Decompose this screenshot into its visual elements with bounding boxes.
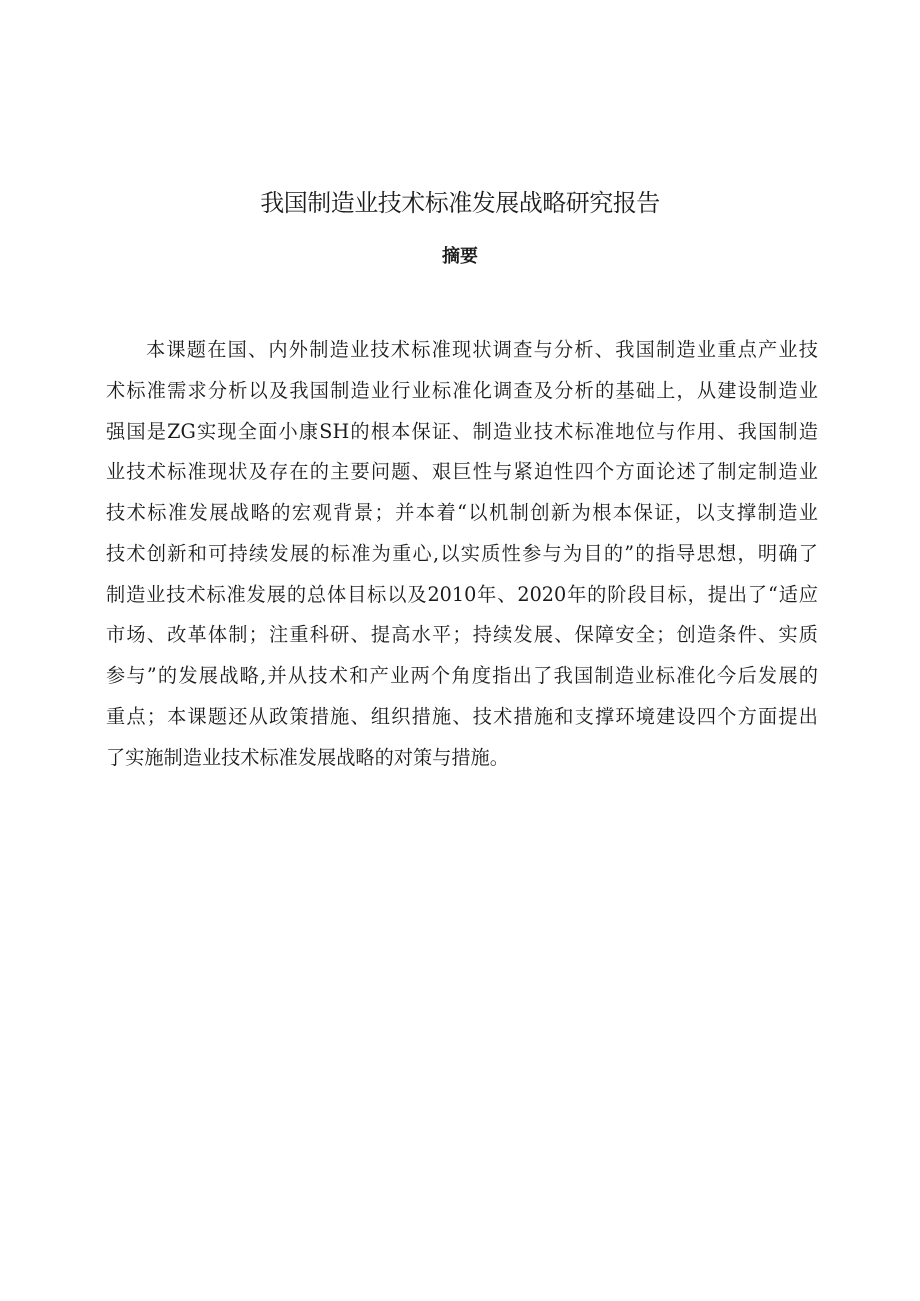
abstract-line: 术标准需求分析以及我国制造业行业标准化调查及分析的基础上，从建设制造业	[106, 378, 818, 402]
abstract-line: 本课题在国、内外制造业技术标准现状调查与分析、我国制造业重点产业技	[146, 338, 818, 361]
abstract-paragraph	[106, 330, 818, 778]
abstract-line: 参与”的发展战略,并从技术和产业两个角度指出了我国制造业标准化今后发展的	[106, 664, 818, 687]
abstract-line: 重点；本课题还从政策措施、组织措施、技术措施和支撑环境建设四个方面提出	[106, 704, 818, 728]
abstract-line: 业技术标准现状及存在的主要问题、艰巨性与紧迫性四个方面论述了制定制造业	[106, 460, 818, 484]
abstract-heading: 摘要	[442, 246, 478, 267]
abstract-line: 技术创新和可持续发展的标准为重心,以实质性参与为目的”的指导思想，明确了	[106, 541, 818, 565]
document-title: 我国制造业技术标准发展战略研究报告	[260, 189, 660, 217]
abstract-line: 市场、改革体制；注重科研、提高水平；持续发展、保障安全；创造条件、实质	[106, 623, 818, 647]
abstract-line: 强国是ZG实现全面小康SH的根本保证、制造业技术标准地位与作用、我国制造	[106, 419, 818, 443]
abstract-line: 技术标准发展战略的宏观背景；并本着“以机制创新为根本保证，以支撑制造业	[106, 501, 818, 524]
abstract-line: 了实施制造业技术标准发展战略的对策与措施。	[106, 745, 509, 769]
abstract-line: 制造业技术标准发展的总体目标以及2010年、2020年的阶段目标，提出了“适应	[106, 582, 818, 606]
